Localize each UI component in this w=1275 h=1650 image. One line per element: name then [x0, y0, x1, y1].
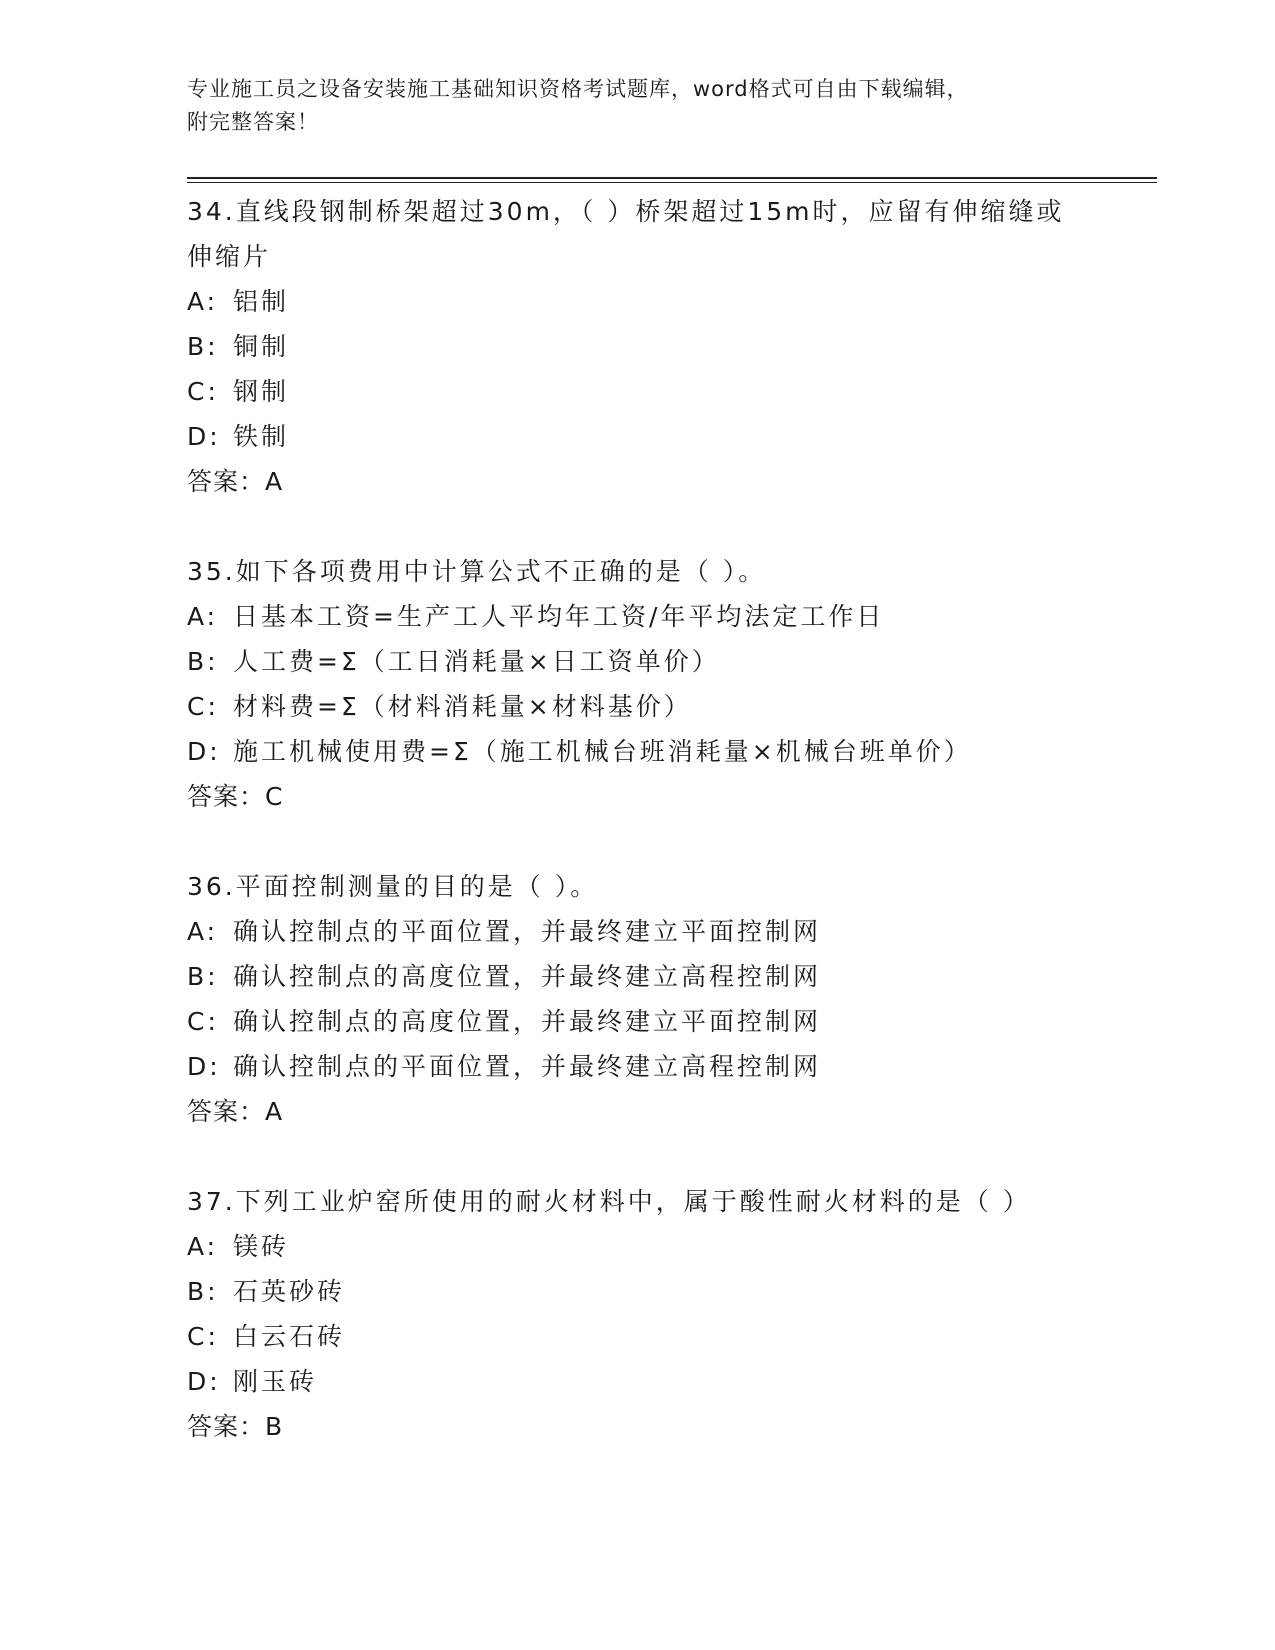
option-b — [187, 954, 1162, 999]
question-36 — [187, 864, 1162, 1134]
option-letter: B: — [187, 962, 219, 991]
option-b — [187, 639, 1162, 684]
option-text: 确认控制点的高度位置，并最终建立平面控制网 — [233, 1007, 822, 1036]
option-text: 人工费=Σ（工日消耗量×日工资单价） — [233, 647, 720, 676]
answer-line — [187, 774, 1162, 819]
answer-line — [187, 459, 1162, 504]
option-letter: D: — [187, 737, 221, 766]
option-letter: D: — [187, 1367, 221, 1396]
question-stem: 35.如下各项费用中计算公式不正确的是（ ）。 — [187, 557, 767, 586]
header-divider-thin — [187, 182, 1157, 183]
option-a — [187, 594, 1162, 639]
header-line-1: 专业施工员之设备安装施工基础知识资格考试题库，word格式可自由下载编辑， — [187, 77, 969, 101]
answer-line — [187, 1404, 1162, 1449]
option-text: 钢制 — [233, 377, 290, 406]
option-letter: C: — [187, 377, 219, 406]
option-text: 日基本工资=生产工人平均年工资/年平均法定工作日 — [233, 602, 885, 631]
option-letter: B: — [187, 332, 219, 361]
document-header — [187, 73, 1087, 139]
option-text: 石英砂砖 — [233, 1277, 346, 1306]
answer-label: 答案： — [187, 782, 266, 811]
option-text: 铝制 — [233, 287, 290, 316]
option-letter: A: — [187, 602, 219, 631]
option-text: 材料费=Σ（材料消耗量×材料基价） — [233, 692, 692, 721]
option-d — [187, 1044, 1162, 1089]
option-a — [187, 279, 1162, 324]
question-37 — [187, 1179, 1162, 1449]
option-letter: A: — [187, 1232, 219, 1261]
option-d — [187, 1359, 1162, 1404]
option-c — [187, 1314, 1162, 1359]
option-d — [187, 414, 1162, 459]
option-letter: C: — [187, 692, 219, 721]
answer-label: 答案： — [187, 1412, 266, 1441]
answer-value: C — [265, 782, 283, 811]
option-a — [187, 909, 1162, 954]
option-text: 铜制 — [233, 332, 290, 361]
answer-line — [187, 1089, 1162, 1134]
option-a — [187, 1224, 1162, 1269]
option-text: 铁制 — [233, 422, 290, 451]
question-list — [187, 189, 1162, 1494]
question-35 — [187, 549, 1162, 819]
option-c — [187, 999, 1162, 1044]
option-letter: C: — [187, 1322, 219, 1351]
question-stem: 34.直线段钢制桥架超过30m，（ ）桥架超过15m时，应留有伸缩缝或伸缩片 — [187, 197, 1065, 271]
option-c — [187, 369, 1162, 414]
option-text: 镁砖 — [233, 1232, 290, 1261]
option-letter: B: — [187, 1277, 219, 1306]
option-letter: B: — [187, 647, 219, 676]
option-text: 确认控制点的高度位置，并最终建立高程控制网 — [233, 962, 822, 991]
option-text: 白云石砖 — [233, 1322, 346, 1351]
answer-value: B — [265, 1412, 283, 1441]
option-text: 确认控制点的平面位置，并最终建立平面控制网 — [233, 917, 822, 946]
answer-value: A — [265, 1097, 283, 1126]
option-letter: D: — [187, 1052, 221, 1081]
question-stem: 37.下列工业炉窑所使用的耐火材料中，属于酸性耐火材料的是（ ） — [187, 1187, 1031, 1216]
option-letter: C: — [187, 1007, 219, 1036]
question-stem: 36.平面控制测量的目的是（ ）。 — [187, 872, 599, 901]
question-34 — [187, 189, 1162, 504]
option-letter: A: — [187, 917, 219, 946]
answer-value: A — [265, 467, 283, 496]
option-text: 确认控制点的平面位置，并最终建立高程控制网 — [233, 1052, 822, 1081]
answer-label: 答案： — [187, 1097, 266, 1126]
option-letter: A: — [187, 287, 219, 316]
header-line-2: 附完整答案！ — [187, 110, 319, 134]
answer-label: 答案： — [187, 467, 266, 496]
option-text: 施工机械使用费=Σ（施工机械台班消耗量×机械台班单价） — [233, 737, 972, 766]
header-divider-thick — [187, 177, 1157, 179]
option-b — [187, 1269, 1162, 1314]
option-letter: D: — [187, 422, 221, 451]
option-b — [187, 324, 1162, 369]
option-text: 刚玉砖 — [233, 1367, 318, 1396]
option-c — [187, 684, 1162, 729]
option-d — [187, 729, 1162, 774]
